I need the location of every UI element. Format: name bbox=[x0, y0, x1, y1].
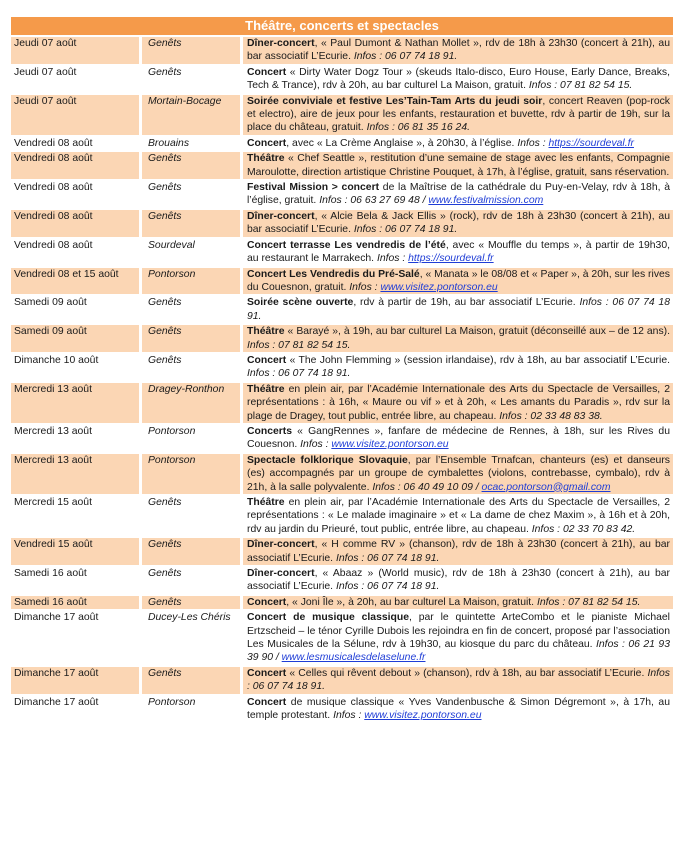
event-date: Mercredi 13 août bbox=[11, 383, 142, 423]
event-date: Vendredi 08 et 15 août bbox=[11, 268, 142, 295]
event-text: de la Maîtrise de la cathédrale du Puy-en-Velay, rdv à 18h, à l’église, gratuit. bbox=[247, 182, 670, 207]
event-date: Jeudi 07 août bbox=[11, 95, 142, 135]
event-description bbox=[243, 567, 673, 594]
event-link[interactable]: www.festivalmission.com bbox=[428, 195, 544, 207]
event-info: Infos : 06 07 74 18 91. bbox=[247, 368, 351, 380]
event-link[interactable]: www.visitez.pontorson.eu bbox=[364, 710, 482, 722]
event-text: « Celles qui rêvent debout » (chanson), rdv à 18h, au bar associatif L’Ecurie. bbox=[286, 667, 648, 679]
event-title: Théâtre bbox=[247, 383, 285, 395]
table-row bbox=[11, 496, 673, 536]
event-place: Genêts bbox=[142, 325, 243, 352]
event-date: Vendredi 08 août bbox=[11, 181, 142, 208]
event-description bbox=[243, 239, 673, 266]
event-text: en plein air, par l’Académie Internationale des Arts du Spectacle de Versailles, 2 représentations : à 16h, « Maure ou vif » et à 20h, « Les amants du Paradis », rdv sur la plage de Dragey, tout public, entrée libre, au chapeau. bbox=[247, 383, 670, 422]
event-place: Genêts bbox=[142, 538, 243, 565]
event-date: Vendredi 08 août bbox=[11, 137, 142, 150]
event-text: , « Abaaz » (World music), rdv de 18h à 23h30 (concert à 21h), au bar associatif L’Ecurie. bbox=[247, 568, 670, 593]
event-title: Théâtre bbox=[247, 326, 285, 338]
table-row bbox=[11, 667, 673, 694]
event-date: Dimanche 17 août bbox=[11, 667, 142, 694]
table-row bbox=[11, 210, 673, 237]
event-description bbox=[243, 454, 673, 494]
event-title: Théâtre bbox=[247, 153, 285, 165]
event-info: Infos : 07 81 82 54 15. bbox=[536, 596, 641, 608]
event-link[interactable]: www.visitez.pontorson.eu bbox=[331, 439, 449, 451]
event-description bbox=[243, 268, 673, 295]
event-place: Pontorson bbox=[142, 268, 243, 295]
event-info: Infos : 06 07 74 18 91. bbox=[353, 51, 458, 63]
event-text: , par le quintette ArteCombo et le pianiste Michael Ertzscheid – le ténor Cyrille Dubois les rejoindra en fin de concert, proposé par l’association Les Musicales de la Sélune, rdv à 19h30, au kiosque du parc du château. bbox=[247, 612, 670, 651]
event-info: Infos : 06 40 49 10 09 / bbox=[372, 481, 482, 493]
event-text: , « Alcie Bela & Jack Ellis » (rock), rdv de 18h à 23h30 (concert à 21h), au bar associatif L’Ecurie. bbox=[247, 210, 670, 236]
event-info: Infos : 06 07 74 18 91. bbox=[247, 667, 670, 693]
event-description bbox=[243, 596, 673, 609]
event-description bbox=[243, 66, 673, 93]
table-row bbox=[11, 296, 673, 323]
event-title: Soirée conviviale et festive Les’Tain-Tam Arts du jeudi soir bbox=[247, 95, 543, 107]
event-date: Jeudi 07 août bbox=[11, 37, 142, 64]
event-description bbox=[243, 325, 673, 352]
table-row bbox=[11, 567, 673, 594]
event-date: Vendredi 08 août bbox=[11, 152, 142, 179]
table-row bbox=[11, 239, 673, 266]
event-text: , « Joni Île », à 20h, au bar culturel La Maison, gratuit. bbox=[286, 596, 537, 608]
table-row bbox=[11, 611, 673, 665]
table-row bbox=[11, 137, 673, 150]
event-title: Dîner-concert bbox=[247, 38, 315, 49]
event-title: Concerts bbox=[247, 425, 293, 437]
event-date: Dimanche 17 août bbox=[11, 696, 142, 723]
event-title: Concert bbox=[247, 66, 287, 78]
event-date: Jeudi 07 août bbox=[11, 66, 142, 93]
event-date: Samedi 16 août bbox=[11, 596, 142, 609]
event-description bbox=[243, 611, 673, 665]
event-text: , par l’Ensemble Trnafcan, chanteurs (es) et danseurs (es) accompagnés par un groupe de cymbalettes (violons, contrebasse, cymbalo), rdv à 21h, à la salle polyvalente. bbox=[247, 454, 670, 493]
event-date: Vendredi 08 août bbox=[11, 210, 142, 237]
event-place: Genêts bbox=[142, 567, 243, 594]
event-place: Genêts bbox=[142, 210, 243, 237]
event-text: « GangRennes », fanfare de médecine de Rennes, à 18h, sur les Rives du Couesnon. bbox=[247, 425, 670, 451]
event-link[interactable]: ocac.pontorson@gmail.com bbox=[481, 481, 611, 493]
event-place: Brouains bbox=[142, 137, 243, 150]
event-title: Dîner-concert bbox=[247, 539, 315, 551]
event-place: Genêts bbox=[142, 37, 243, 64]
event-place: Genêts bbox=[142, 596, 243, 609]
event-title: Dîner-concert bbox=[247, 210, 315, 222]
event-date: Dimanche 17 août bbox=[11, 611, 142, 665]
event-description bbox=[243, 496, 673, 536]
table-row bbox=[11, 696, 673, 723]
event-title: Festival Mission > concert bbox=[247, 182, 380, 194]
event-place: Genêts bbox=[142, 66, 243, 93]
table-row bbox=[11, 596, 673, 609]
table-row bbox=[11, 454, 673, 494]
event-info: Infos : bbox=[349, 281, 381, 293]
event-description bbox=[243, 37, 673, 64]
event-title: Concert bbox=[247, 137, 287, 149]
event-date: Vendredi 08 août bbox=[11, 239, 142, 266]
event-place: Pontorson bbox=[142, 696, 243, 723]
table-row bbox=[11, 325, 673, 352]
event-title: Concert bbox=[247, 596, 287, 608]
event-text: , « H comme RV » (chanson), rdv de 18h à 23h30 (concert à 21h), au bar associatif L’Ecurie. bbox=[247, 539, 670, 564]
event-info: Infos : 02 33 48 83 38. bbox=[499, 410, 603, 422]
event-title: Dîner-concert bbox=[247, 568, 315, 580]
event-description bbox=[243, 137, 673, 150]
event-text: , avec « La Crème Anglaise », à 20h30, à l’église. bbox=[286, 137, 518, 149]
event-info: Infos : bbox=[517, 137, 549, 149]
event-text: , « Manata » le 08/08 et « Paper », à 20h, sur les rives du Couesnon, gratuit. bbox=[247, 268, 670, 293]
event-place: Genêts bbox=[142, 496, 243, 536]
event-place: Mortain-Bocage bbox=[142, 95, 243, 135]
table-row bbox=[11, 268, 673, 295]
event-info: Infos : 06 81 35 16 24. bbox=[366, 122, 470, 134]
event-text: « Barayé », à 19h, au bar culturel La Maison, gratuit (déconseillé aux – de 12 ans). bbox=[284, 326, 670, 338]
event-text: en plein air, par l’Académie Internationale des Arts du Spectacle de Versailles, 2 représentations : « Le malade imaginaire » et « La dame de chez Maxim », à 16h et à 20h, rdv au jardin du Prieuré, tout public, entrée libre, au chapeau. bbox=[247, 497, 670, 535]
event-title: Concert Les Vendredis du Pré-Salé bbox=[247, 268, 420, 280]
table-row bbox=[11, 383, 673, 423]
event-description bbox=[243, 95, 673, 135]
event-info: Infos : bbox=[333, 710, 365, 722]
event-date: Vendredi 15 août bbox=[11, 538, 142, 565]
event-description bbox=[243, 667, 673, 694]
event-place: Genêts bbox=[142, 181, 243, 208]
event-description bbox=[243, 696, 673, 723]
event-date: Samedi 09 août bbox=[11, 296, 142, 323]
event-info: Infos : 06 07 74 18 91. bbox=[335, 581, 440, 593]
event-place: Genêts bbox=[142, 296, 243, 323]
event-text: de musique classique « Yves Vandenbusche & Simon Dégremont », à 17h, au temple protestant. bbox=[247, 696, 670, 722]
event-info: Infos : 06 07 74 18 91. bbox=[353, 224, 458, 236]
event-link[interactable]: www.lesmusicalesdelaselune.fr bbox=[281, 652, 426, 664]
event-place: Pontorson bbox=[142, 454, 243, 494]
event-date: Mercredi 15 août bbox=[11, 496, 142, 536]
table-row bbox=[11, 152, 673, 179]
event-text: , avec « Mouffle du temps », à partir de 19h30, au restaurant le Marrakech. bbox=[247, 239, 671, 265]
event-info: Infos : 02 33 70 83 42. bbox=[531, 523, 636, 535]
event-link[interactable]: https://sourdeval.fr bbox=[548, 137, 634, 149]
table-row bbox=[11, 66, 673, 93]
event-place: Pontorson bbox=[142, 425, 243, 452]
event-place: Genêts bbox=[142, 354, 243, 381]
table-row bbox=[11, 425, 673, 452]
event-title: Théâtre bbox=[247, 497, 285, 508]
table-row bbox=[11, 354, 673, 381]
event-date: Mercredi 13 août bbox=[11, 425, 142, 452]
event-place: Genêts bbox=[142, 667, 243, 694]
event-title: Concert bbox=[247, 696, 287, 708]
event-info: Infos : 06 63 27 69 48 / bbox=[319, 195, 429, 207]
event-link[interactable]: https://sourdeval.fr bbox=[408, 253, 494, 265]
event-date: Samedi 09 août bbox=[11, 325, 142, 352]
table-row bbox=[11, 181, 673, 208]
event-text: , « Paul Dumont & Nathan Mollet », rdv de 18h à 23h30 (concert à 21h), au bar associatif L’Ecurie. bbox=[247, 38, 670, 63]
table-row bbox=[11, 95, 673, 135]
event-info: Infos : 06 07 74 18 91. bbox=[335, 552, 440, 564]
event-place: Sourdeval bbox=[142, 239, 243, 266]
event-description bbox=[243, 383, 673, 423]
event-title: Concert terrasse Les vendredis de l’été bbox=[247, 239, 446, 251]
table-row bbox=[11, 37, 673, 64]
event-description bbox=[243, 538, 673, 565]
event-info: Infos : 07 81 82 54 15. bbox=[528, 80, 633, 92]
event-place: Genêts bbox=[142, 152, 243, 179]
event-text: « Dirty Water Dogz Tour » (skeuds Italo-disco, Euro House, Early Dance, Breaks, Tech & Trance), rdv à 20h, au bar culturel La Maison, gratuit. bbox=[247, 66, 670, 92]
event-text: « Chef Seattle », restitution d’une semaine de stage avec les enfants, Compagnie Maroulotte, direction artistique Christine Pouquet, à 17h, à l’église, gratuit, sans réservation. bbox=[247, 153, 670, 178]
table-row bbox=[11, 538, 673, 565]
event-title: Soirée scène ouverte bbox=[247, 297, 354, 309]
event-description bbox=[243, 210, 673, 237]
event-description bbox=[243, 354, 673, 381]
event-date: Dimanche 10 août bbox=[11, 354, 142, 381]
events-table bbox=[11, 35, 673, 725]
event-text: , concert Reaven (pop-rock et electro), aire de jeux pour les enfants, restauration et buvette, rdv à partir de 19h, sur la place du château, gratuit. bbox=[247, 95, 670, 134]
event-date: Mercredi 13 août bbox=[11, 454, 142, 494]
event-date: Samedi 16 août bbox=[11, 567, 142, 594]
event-info: Infos : bbox=[300, 439, 332, 451]
event-info: Infos : 06 07 74 18 91. bbox=[247, 297, 670, 322]
event-info: Infos : bbox=[376, 253, 409, 265]
event-description bbox=[243, 425, 673, 452]
event-text: , rdv à partir de 19h, au bar associatif L’Ecurie. bbox=[353, 297, 580, 309]
event-info: Infos : 07 81 82 54 15. bbox=[247, 339, 351, 351]
event-place: Ducey-Les Chéris bbox=[142, 611, 243, 665]
event-title: Spectacle folklorique Slovaquie bbox=[247, 454, 408, 466]
events-table-body bbox=[11, 37, 673, 723]
event-title: Concert bbox=[247, 354, 287, 366]
event-description bbox=[243, 152, 673, 179]
event-link[interactable]: www.visitez.pontorson.eu bbox=[380, 281, 498, 293]
section-title: Théâtre, concerts et spectacles bbox=[11, 17, 673, 35]
event-text: « The John Flemming » (session irlandaise), rdv à 18h, au bar associatif L’Ecurie. bbox=[286, 354, 670, 366]
event-description bbox=[243, 181, 673, 208]
event-place: Dragey-Ronthon bbox=[142, 383, 243, 423]
event-description bbox=[243, 296, 673, 323]
event-title: Concert de musique classique bbox=[247, 612, 410, 624]
event-info: Infos : 06 21 93 39 90 / bbox=[247, 639, 670, 664]
event-title: Concert bbox=[247, 667, 287, 679]
events-page bbox=[11, 17, 673, 725]
